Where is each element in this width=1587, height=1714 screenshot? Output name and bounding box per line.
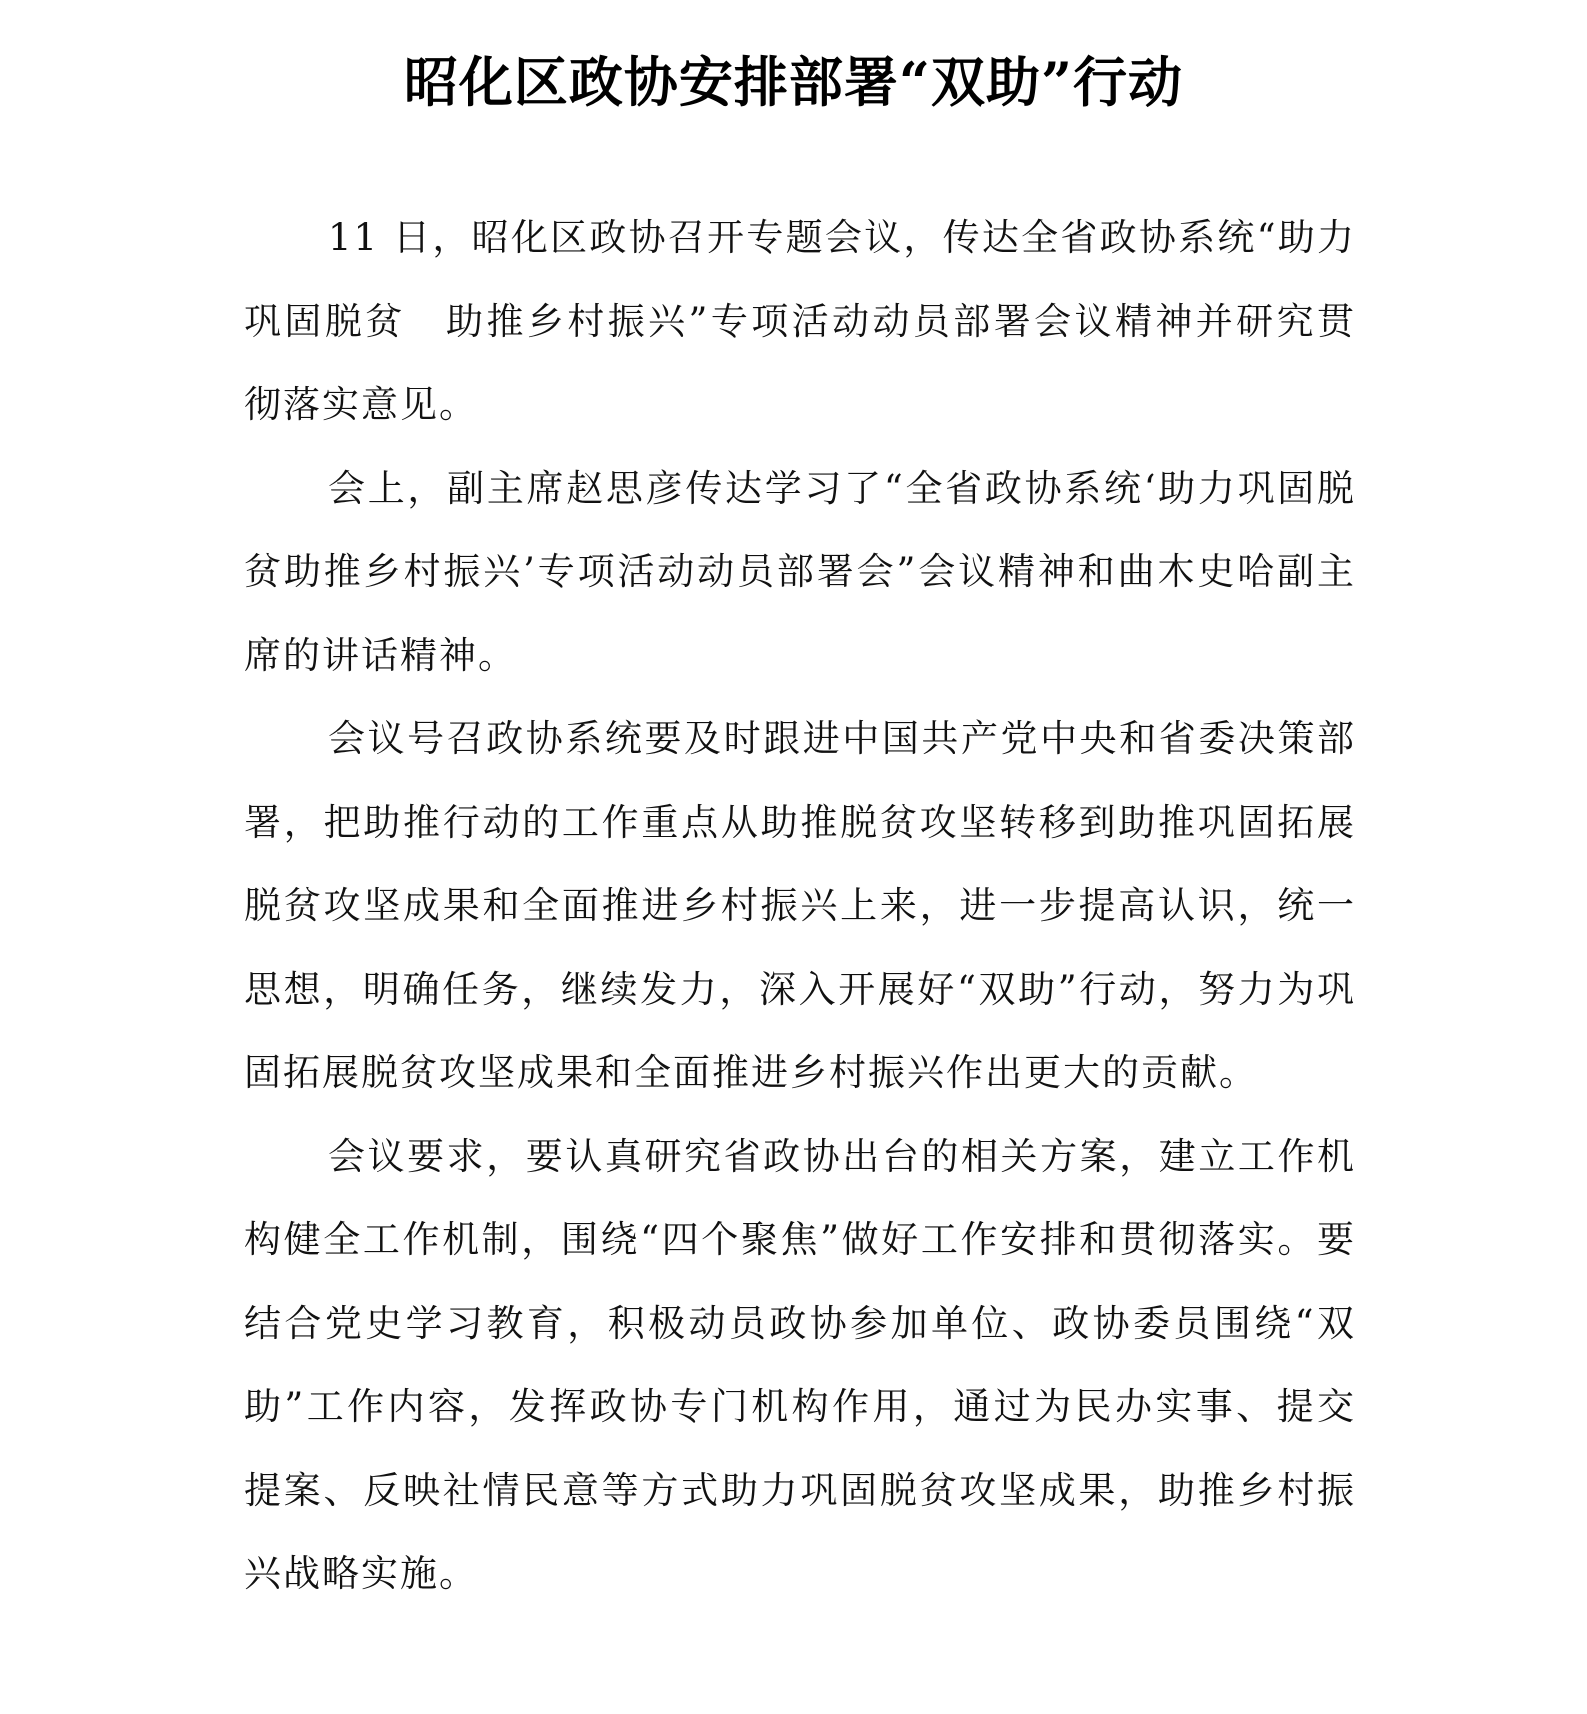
document-body [244,196,1356,1616]
paragraph: 11 日，昭化区政协召开专题会议，传达全省政协系统“助力巩固脱贫 助推乡村振兴”专项活动动员部署会议精神并研究贯彻落实意见。 [244,216,1356,426]
paragraph: 会议要求，要认真研究省政协出台的相关方案，建立工作机构健全工作机制，围绕“四个聚焦”做好工作安排和贯彻落实。要结合党史学习教育，积极动员政协参加单位、政协委员围绕“双助”工作内容，发挥政协专门机构作用，通过为民办实事、提交提案、反映社情民意等方式助力巩固脱贫攻坚成果，助推乡村振兴战略实施。 [244,1134,1356,1595]
paragraph: 会议号召政协系统要及时跟进中国共产党中央和省委决策部署，把助推行动的工作重点从助推脱贫攻坚转移到助推巩固拓展脱贫攻坚成果和全面推进乡村振兴上来，进一步提高认识，统一思想，明确任务，继续发力，深入开展好“双助”行动，努力为巩固拓展脱贫攻坚成果和全面推进乡村振兴作出更大的贡献。 [244,717,1356,1094]
paragraph: 会上，副主席赵思彦传达学习了“全省政协系统‘助力巩固脱贫助推乡村振兴’专项活动动员部署会”会议精神和曲木史哈副主席的讲话精神。 [244,466,1356,677]
document-title: 昭化区政协安排部署“双助”行动 [403,50,1184,115]
